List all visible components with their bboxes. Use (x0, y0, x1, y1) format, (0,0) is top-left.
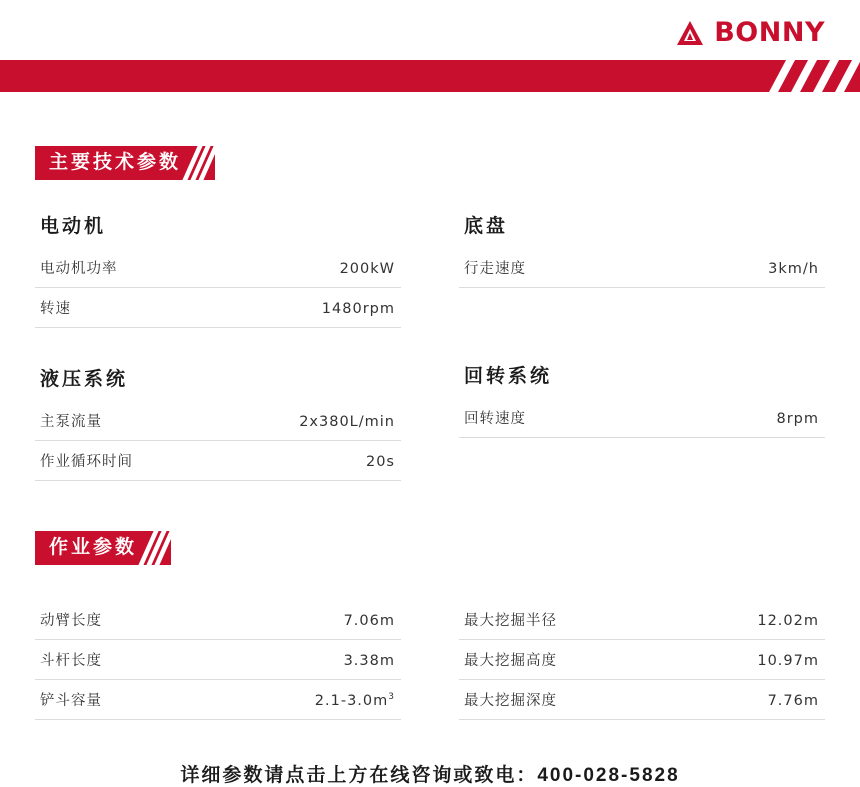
row-spacer (459, 288, 825, 325)
section-title-text: 作业参数 (49, 537, 138, 558)
spec-value: 2x380L/min (299, 414, 395, 430)
brand-name: BONNY (714, 17, 825, 48)
page-header (0, 0, 860, 98)
spec-value-superscript: 3 (388, 692, 395, 703)
work-parameters-columns (35, 600, 825, 720)
header-stripes-decoration (750, 60, 860, 92)
group-title-chassis: 底盘 (464, 216, 509, 237)
group-title-swing-system: 回转系统 (464, 366, 553, 387)
spec-row (35, 401, 401, 441)
spec-label: 回转速度 (464, 411, 526, 427)
spec-label: 转速 (40, 301, 71, 317)
spec-row (35, 441, 401, 481)
column-right (459, 600, 825, 720)
spec-label: 作业循环时间 (40, 454, 133, 470)
spec-label: 最大挖掘半径 (464, 613, 557, 629)
spec-value: 10.97m (757, 653, 819, 669)
spec-value: 7.06m (343, 613, 395, 629)
spec-label: 主泵流量 (40, 414, 102, 430)
spec-value: 7.76m (767, 693, 819, 709)
spec-label: 动臂长度 (40, 613, 102, 629)
triangle-mountain-logo-icon (675, 18, 705, 48)
spec-label: 铲斗容量 (40, 693, 102, 709)
section-title-main-parameters (35, 146, 215, 180)
brand-logo[interactable] (675, 17, 825, 48)
spec-row (459, 640, 825, 680)
spec-row (35, 248, 401, 288)
column-left (35, 600, 401, 720)
spec-row (459, 600, 825, 640)
spec-value: 200kW (339, 261, 395, 277)
spec-label: 电动机功率 (40, 261, 118, 277)
spec-row (35, 640, 401, 680)
spec-label: 最大挖掘高度 (464, 653, 557, 669)
spec-row (35, 680, 401, 720)
spec-value: 3km/h (768, 261, 819, 277)
section-main-parameters (35, 146, 825, 481)
spec-value: 1480rpm (321, 301, 395, 317)
contact-footnote: 详细参数请点击上方在线咨询或致电：400-028-5828 (180, 765, 680, 786)
spec-row (459, 680, 825, 720)
spec-row (35, 600, 401, 640)
spec-value: 8rpm (776, 411, 819, 427)
page-content (0, 146, 860, 787)
section-title-work-parameters (35, 531, 171, 565)
spec-label: 最大挖掘深度 (464, 693, 557, 709)
spec-row (459, 398, 825, 438)
spec-value: 20s (365, 454, 395, 470)
spec-value-text: 2.1-3.0m (314, 693, 389, 709)
spec-row (459, 248, 825, 288)
section-work-parameters (35, 531, 825, 720)
section-title-text: 主要技术参数 (49, 152, 182, 173)
main-parameters-columns (35, 203, 825, 481)
spec-row (35, 288, 401, 328)
group-title-motor: 电动机 (40, 216, 107, 237)
column-right (459, 203, 825, 481)
spec-label: 行走速度 (464, 261, 526, 277)
column-left (35, 203, 401, 481)
spec-value: 3.38m (343, 653, 395, 669)
spec-value: 12.02m (757, 613, 819, 629)
spec-label: 斗杆长度 (40, 653, 102, 669)
header-red-bar (0, 60, 860, 92)
group-title-hydraulic-system: 液压系统 (40, 369, 129, 390)
spec-value (315, 692, 395, 709)
